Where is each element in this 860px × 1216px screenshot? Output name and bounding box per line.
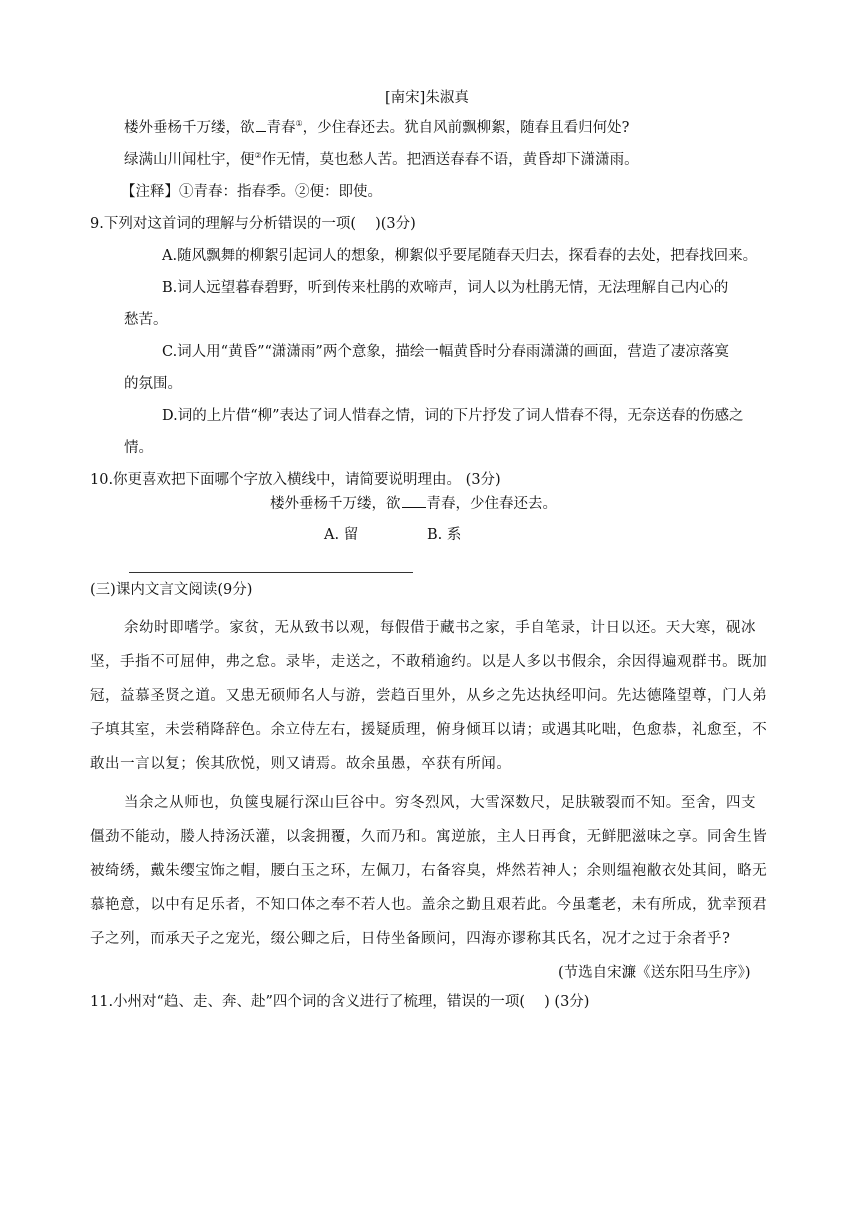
poem-line-1 bbox=[124, 118, 629, 138]
note-marker-1: ① bbox=[295, 119, 303, 129]
q10-quote-part-a: 楼外垂杨千万缕，欲 bbox=[270, 496, 401, 512]
poem-line-2-part-b: 作无情，莫也愁人苦。把酒送春春不语，黄昏却下潇潇雨。 bbox=[261, 152, 639, 168]
q9-option-c-cont: 的氛围。 bbox=[124, 376, 182, 392]
q9-option-d-cont: 情。 bbox=[124, 440, 153, 456]
paragraph-1-line: 坚，手指不可屈伸，弗之怠。录毕，走送之，不敢稍逾约。以是人多以书假余，余因得遍观群书。既加 bbox=[90, 654, 768, 670]
q10-quote-part-b: 青春，少住春还去。 bbox=[426, 496, 557, 512]
paragraph-2-line: 当余之从师也，负箧曳屣行深山巨谷中。穷冬烈风，大雪深数尺，足肤皲裂而不知。至舍，四支 bbox=[124, 795, 757, 811]
q9-stem: 9.下列对这首词的理解与分析错误的一项( )(3分) bbox=[90, 216, 416, 232]
paragraph-1-line: 子填其室，未尝稍降辞色。余立侍左右，援疑质理，俯身倾耳以请；或遇其叱咄，色愈恭，礼愈至，不 bbox=[90, 722, 768, 738]
q10-answer-line[interactable] bbox=[129, 572, 413, 573]
q9-option-a: A.随风飘舞的柳絮引起词人的想象，柳絮似乎要尾随春天归去，探看春的去处，把春找回来。 bbox=[162, 248, 758, 264]
q9-option-b-cont: 愁苦。 bbox=[124, 312, 168, 328]
q10-option-a: A. 留 bbox=[324, 527, 359, 543]
paragraph-2-line: 子之列，而承天子之宠光，缀公卿之后，日侍坐备顾问，四海亦谬称其氏名，况才之过于余者乎? bbox=[90, 931, 731, 947]
q9-option-b: B.词人远望暮春碧野，听到传来杜鹃的欢啼声，词人以为杜鹃无情，无法理解自己内心的 bbox=[162, 280, 729, 296]
q9-option-c: C.词人用“黄昏”“潇潇雨”两个意象，描绘一幅黄昏时分春雨潇潇的画面，营造了凄凉落寞 bbox=[162, 344, 729, 360]
paragraph-2-line: 被绮绣，戴朱缨宝饰之帽，腰白玉之环，左佩刀，右备容臭，烨然若神人；余则缊袍敝衣处其间，略无 bbox=[90, 863, 768, 879]
paragraph-1-line: 余幼时即嗜学。家贫，无从致书以观，每假借于藏书之家，手自笔录，计日以还。天大寒，砚冰 bbox=[124, 620, 757, 636]
passage-source: (节选自宋濂《送东阳马生序》) bbox=[558, 965, 751, 981]
poem-line-2-part-a: 绿满山川闻杜宇，便 bbox=[124, 152, 255, 168]
q11-stem: 11.小州对“趋、走、奔、赴”四个词的含义进行了梳理，错误的一项( ) (3分) bbox=[90, 994, 590, 1010]
q10-stem: 10.你更喜欢把下面哪个字放入横线中，请简要说明理由。 (3分) bbox=[90, 472, 501, 488]
paragraph-2-line: 僵劲不能动，媵人持汤沃灌，以衾拥覆，久而乃和。寓逆旅，主人日再食，无鲜肥滋味之享。同舍生皆 bbox=[90, 829, 768, 845]
section-3-heading: (三)课内文言文阅读(9分) bbox=[90, 582, 253, 598]
q9-option-d: D.词的上片借“柳”表达了词人惜春之情，词的下片抒发了词人惜春不得，无奈送春的伤感之 bbox=[162, 408, 744, 424]
paragraph-2-line: 慕艳意，以中有足乐者，不知口体之奉不若人也。盖余之勤且艰若此。今虽耄老，未有所成，犹幸预君 bbox=[90, 897, 768, 913]
note-marker-2: ② bbox=[254, 151, 262, 161]
poem-blank bbox=[256, 119, 266, 132]
q10-blank bbox=[402, 495, 426, 508]
paragraph-1-line: 冠，益慕圣贤之道。又患无硕师名人与游，尝趋百里外，从乡之先达执经叩问。先达德隆望尊，门人弟 bbox=[90, 688, 768, 704]
poem-author: [南宋]朱淑真 bbox=[385, 90, 469, 106]
q10-option-b: B. 系 bbox=[427, 527, 462, 543]
poem-note: 【注释】①青春：指春季。②便：即使。 bbox=[121, 184, 382, 200]
q10-quote bbox=[270, 494, 557, 514]
poem-line-1-part-a: 楼外垂杨千万缕，欲 bbox=[124, 120, 255, 136]
poem-line-1-part-b: 青春 bbox=[266, 120, 296, 136]
poem-line-1-part-c: ，少住春还去。犹自风前飘柳絮，随春且看归何处? bbox=[302, 120, 630, 136]
paragraph-1-line: 敢出一言以复；俟其欣悦，则又请焉。故余虽愚，卒获有所闻。 bbox=[90, 756, 512, 772]
poem-line-2 bbox=[124, 150, 639, 170]
